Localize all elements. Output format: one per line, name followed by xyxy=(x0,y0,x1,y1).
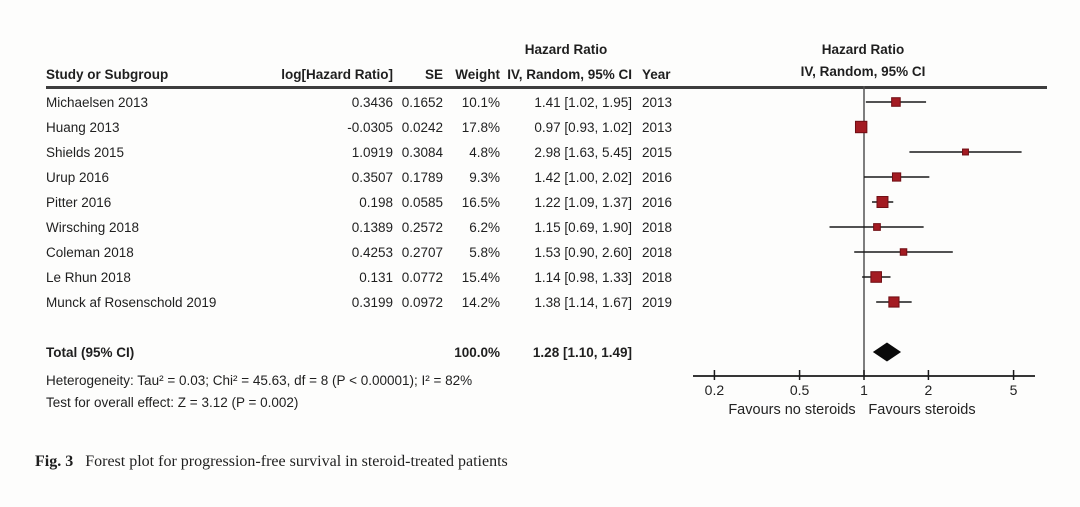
effect-square xyxy=(889,297,899,307)
effect-square xyxy=(855,121,866,132)
table-row xyxy=(0,290,720,315)
header-ci: IV, Random, 95% CI xyxy=(507,67,632,82)
table-row xyxy=(0,240,720,265)
cell-se: 0.1652 xyxy=(401,95,443,110)
plot-header-hazard-ratio: Hazard Ratio xyxy=(821,42,905,57)
effect-square xyxy=(871,272,882,283)
axis-tick-label: 0.2 xyxy=(704,382,725,398)
plot-header-method: IV, Random, 95% CI xyxy=(800,64,926,79)
total-ci: 1.28 [1.10, 1.49] xyxy=(532,345,632,360)
cell-log_hr: 0.1389 xyxy=(351,220,393,235)
column-header-row xyxy=(0,64,720,86)
cell-ci: 1.14 [0.98, 1.33] xyxy=(534,270,632,285)
cell-ci: 1.15 [0.69, 1.90] xyxy=(534,220,632,235)
total-label: Total (95% CI) xyxy=(46,345,135,360)
axis-tick-label: 5 xyxy=(1009,382,1018,398)
effect-square xyxy=(877,197,888,208)
effect-square xyxy=(892,173,900,181)
header-rule xyxy=(46,86,1047,89)
cell-study: Munck af Rosenschold 2019 xyxy=(46,295,217,310)
header-study: Study or Subgroup xyxy=(46,67,169,82)
cell-weight: 9.3% xyxy=(469,170,500,185)
total-diamond xyxy=(873,343,901,362)
cell-weight: 4.8% xyxy=(469,145,500,160)
cell-weight: 17.8% xyxy=(461,120,500,135)
cell-ci: 2.98 [1.63, 5.45] xyxy=(534,145,632,160)
header-weight: Weight xyxy=(455,67,500,82)
cell-se: 0.2572 xyxy=(401,220,443,235)
cell-year: 2016 xyxy=(642,195,673,210)
table-row xyxy=(0,140,720,165)
effect-square xyxy=(892,98,901,107)
favours-right-label: Favours steroids xyxy=(868,402,976,418)
cell-study: Urup 2016 xyxy=(46,170,110,185)
cell-log_hr: 0.3507 xyxy=(351,170,393,185)
favours-left-label: Favours no steroids xyxy=(728,402,856,418)
effect-square xyxy=(900,249,907,256)
table-row xyxy=(0,115,720,140)
cell-year: 2018 xyxy=(642,245,673,260)
cell-year: 2013 xyxy=(642,95,673,110)
cell-study: Shields 2015 xyxy=(46,145,125,160)
cell-year: 2015 xyxy=(642,145,673,160)
cell-log_hr: 1.0919 xyxy=(351,145,393,160)
cell-log_hr: -0.0305 xyxy=(347,120,393,135)
table-row xyxy=(0,215,720,240)
cell-year: 2018 xyxy=(642,220,673,235)
cell-weight: 15.4% xyxy=(461,270,500,285)
effect-square xyxy=(874,224,881,231)
figure-caption-label: Fig. 3 xyxy=(35,453,74,470)
hazard-ratio-column-group-header: Hazard Ratio xyxy=(524,42,608,57)
axis-tick-label: 2 xyxy=(924,382,933,398)
cell-study: Huang 2013 xyxy=(46,120,120,135)
header-year: Year xyxy=(642,67,671,82)
overall-effect-test: Test for overall effect: Z = 3.12 (P = 0.002) xyxy=(46,395,299,410)
cell-weight: 16.5% xyxy=(461,195,500,210)
cell-year: 2013 xyxy=(642,120,673,135)
cell-se: 0.0585 xyxy=(401,195,443,210)
cell-log_hr: 0.3436 xyxy=(351,95,393,110)
heterogeneity-stats: Heterogeneity: Tau² = 0.03; Chi² = 45.63, df = 8 (P < 0.00001); I² = 82% xyxy=(46,373,473,388)
header-log-hr: log[Hazard Ratio] xyxy=(281,67,393,82)
cell-study: Coleman 2018 xyxy=(46,245,134,260)
cell-ci: 1.41 [1.02, 1.95] xyxy=(534,95,632,110)
figure-caption xyxy=(35,453,508,471)
cell-study: Pitter 2016 xyxy=(46,195,112,210)
header-se: SE xyxy=(424,67,443,82)
cell-year: 2016 xyxy=(642,170,673,185)
axis-tick-label: 0.5 xyxy=(789,382,810,398)
table-row xyxy=(0,265,720,290)
cell-ci: 1.53 [0.90, 2.60] xyxy=(534,245,632,260)
cell-ci: 1.38 [1.14, 1.67] xyxy=(534,295,632,310)
cell-se: 0.1789 xyxy=(401,170,443,185)
axis-tick-label: 1 xyxy=(860,382,868,398)
cell-log_hr: 0.4253 xyxy=(351,245,393,260)
cell-weight: 6.2% xyxy=(469,220,500,235)
cell-log_hr: 0.198 xyxy=(359,195,393,210)
cell-weight: 10.1% xyxy=(461,95,500,110)
table-row xyxy=(0,165,720,190)
cell-se: 0.0242 xyxy=(401,120,443,135)
table-row xyxy=(0,190,720,215)
cell-year: 2019 xyxy=(642,295,673,310)
cell-se: 0.3084 xyxy=(401,145,443,160)
total-row xyxy=(0,340,720,365)
cell-study: Michaelsen 2013 xyxy=(46,95,149,110)
cell-log_hr: 0.131 xyxy=(359,270,393,285)
cell-ci: 1.42 [1.00, 2.02] xyxy=(534,170,632,185)
cell-log_hr: 0.3199 xyxy=(351,295,393,310)
cell-se: 0.2707 xyxy=(401,245,443,260)
cell-study: Wirsching 2018 xyxy=(46,220,140,235)
cell-se: 0.0772 xyxy=(401,270,443,285)
effect-square xyxy=(963,149,969,155)
total-weight: 100.0% xyxy=(454,345,500,360)
cell-weight: 5.8% xyxy=(469,245,500,260)
cell-study: Le Rhun 2018 xyxy=(46,270,131,285)
cell-ci: 0.97 [0.93, 1.02] xyxy=(534,120,632,135)
cell-year: 2018 xyxy=(642,270,673,285)
cell-ci: 1.22 [1.09, 1.37] xyxy=(534,195,632,210)
figure-caption-text: Forest plot for progression-free survival in steroid-treated patients xyxy=(85,453,508,470)
cell-weight: 14.2% xyxy=(461,295,500,310)
table-row xyxy=(0,90,720,115)
cell-se: 0.0972 xyxy=(401,295,443,310)
